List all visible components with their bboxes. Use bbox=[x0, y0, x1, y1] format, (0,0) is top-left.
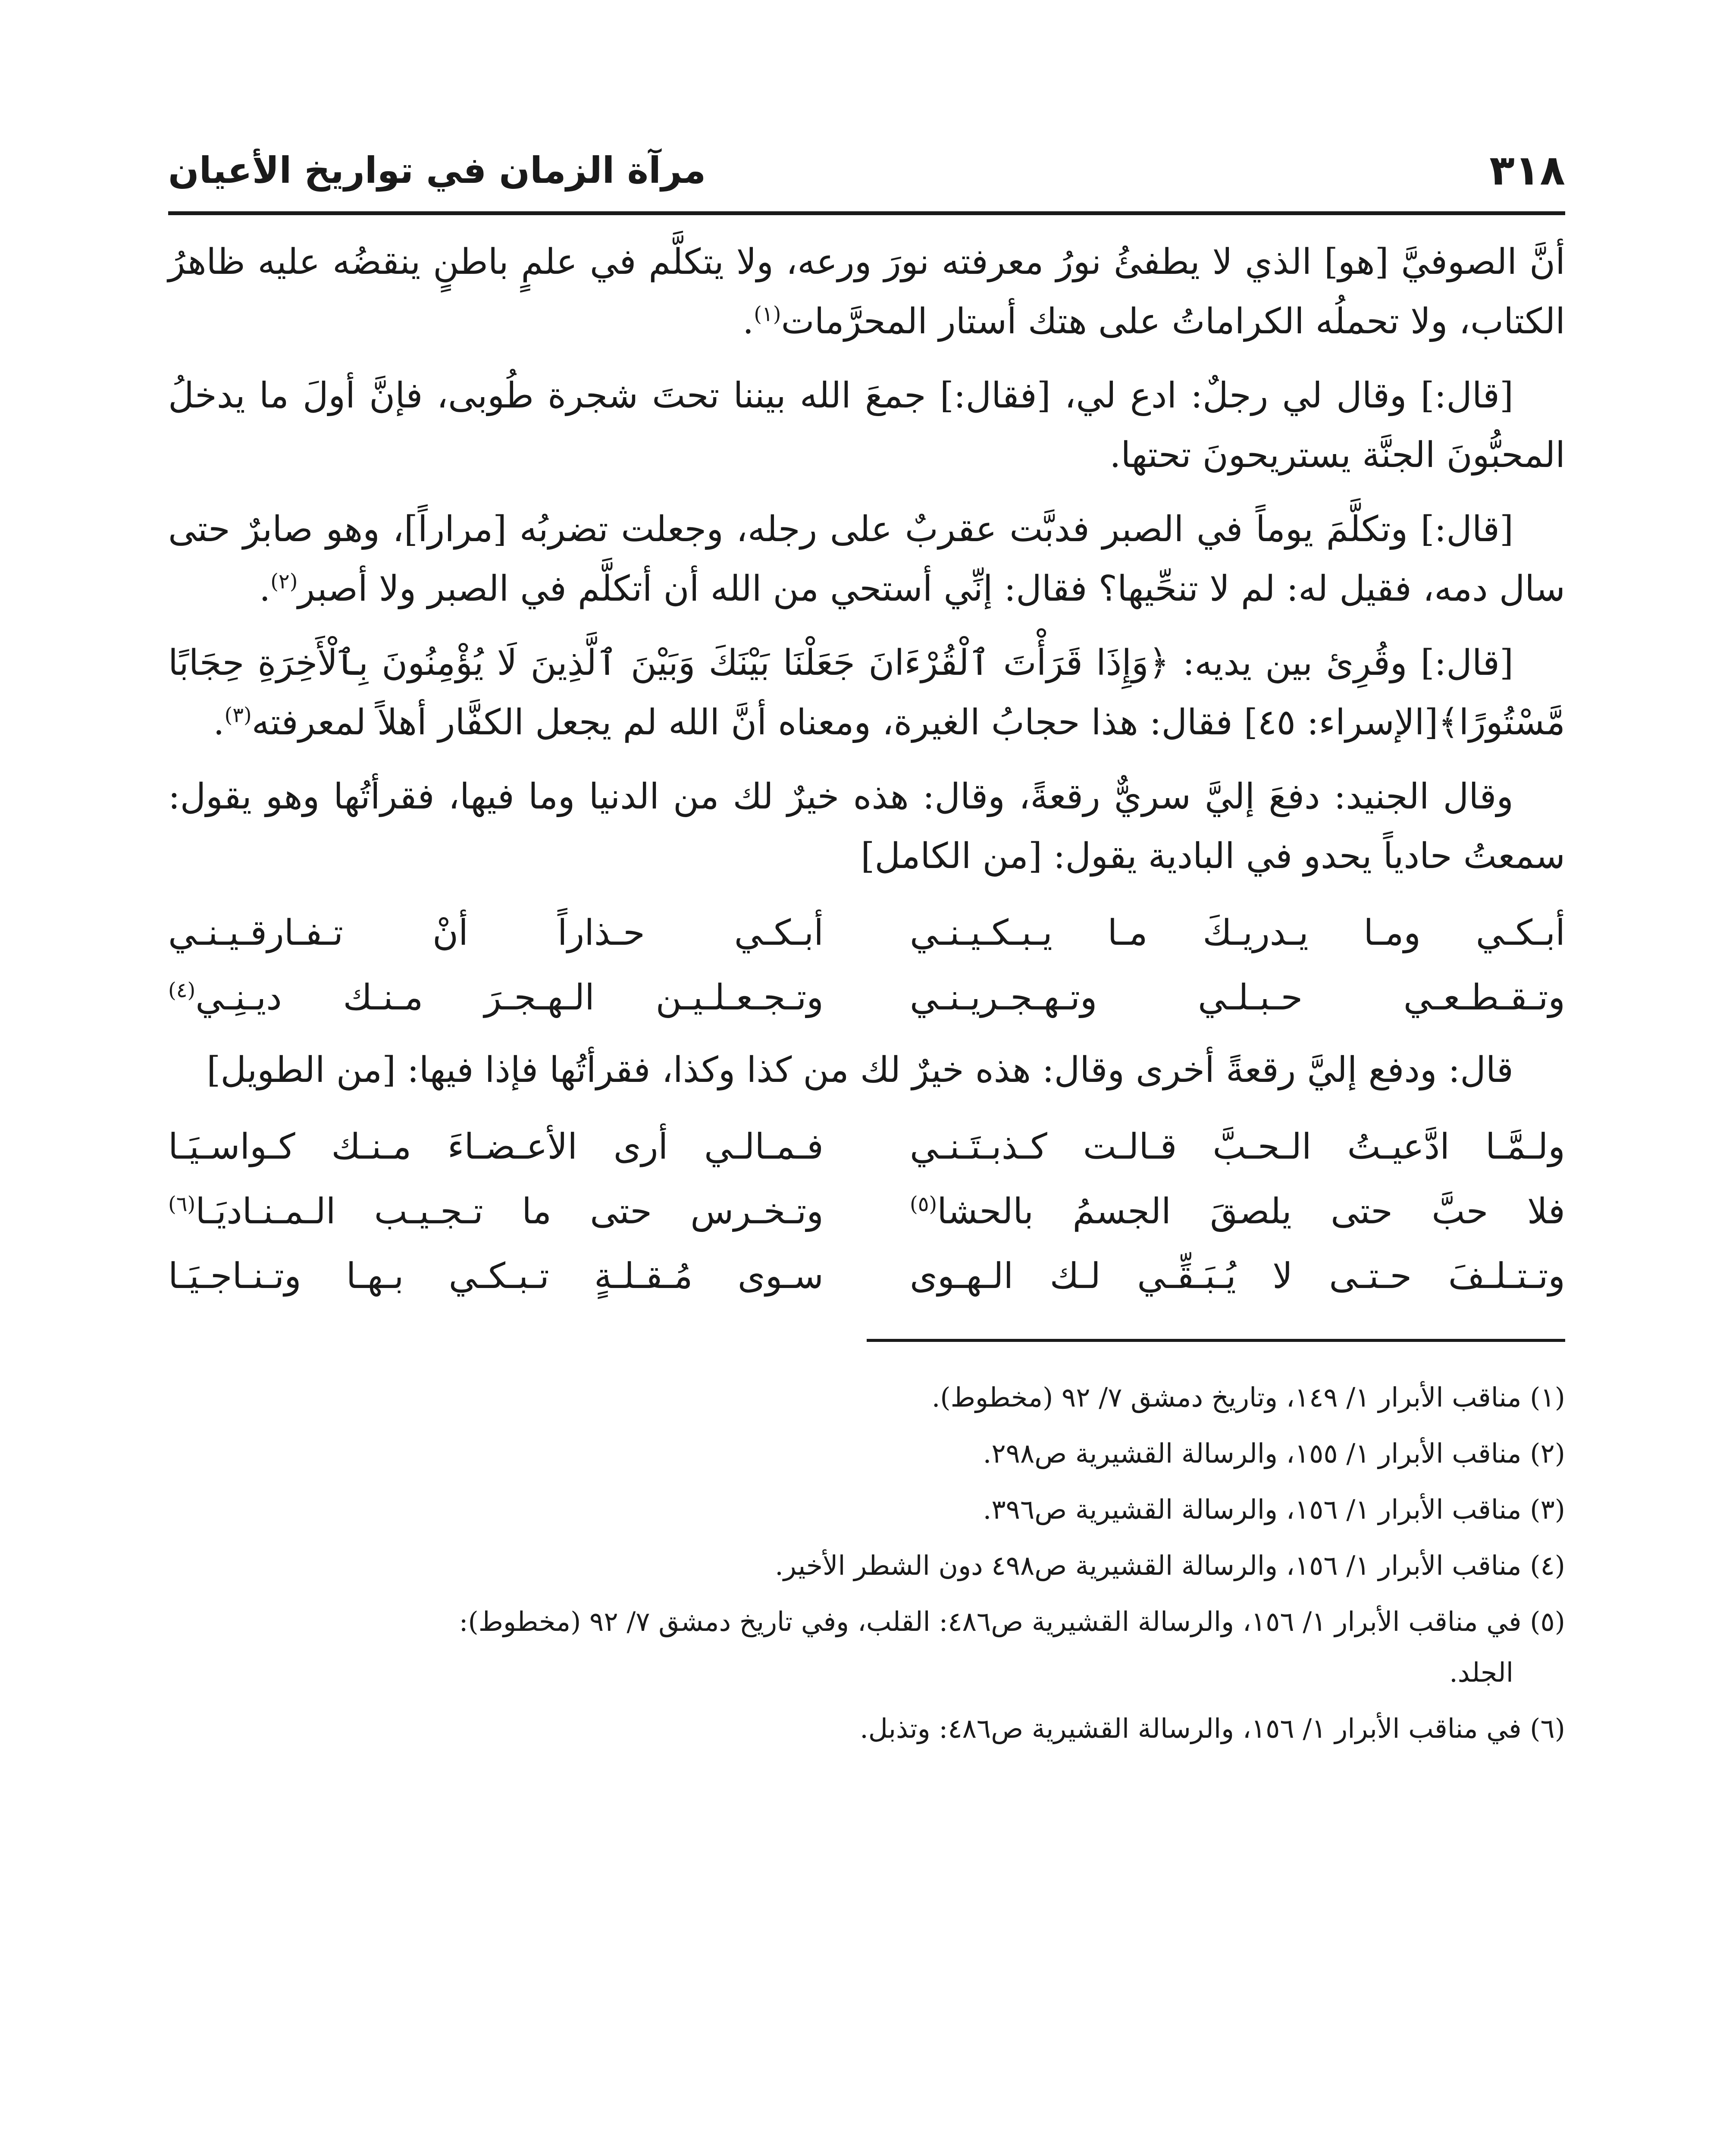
paragraph-tail: . bbox=[742, 301, 754, 342]
paragraph-text: [قال:] وقال لي رجلٌ: ادع لي، [فقال:] جمعَ الله بيننا تحتَ شجرة طُوبى، فإنَّ أولَ ما يدخلُ المحبُّونَ الجنَّة يستريحونَ تحتها. bbox=[168, 375, 1565, 476]
paragraph-text: [قال:] وتكلَّمَ يوماً في الصبر فدبَّت عقربٌ على رجله، وجعلت تضربُه [مراراً]، وهو صابرٌ حتى سال دمه، فقيل له: لم لا تنحِّيها؟ فقال: إنِّي أستحي من الله أن أتكلَّم في الصبر ولا أصبر bbox=[168, 509, 1565, 609]
verse-first-hemistich bbox=[910, 1115, 1565, 1179]
verse-second-hemistich bbox=[168, 965, 824, 1030]
footnote: (١) مناقب الأبرار ١/ ١٤٩، وتاريخ دمشق ٧/ ٩٢ (مخطوط). bbox=[931, 1382, 1565, 1413]
book-page bbox=[168, 129, 1565, 2156]
paragraph-4 bbox=[168, 633, 1565, 752]
verse-first-hemistich: وتـقـطـعـي حـبـلـي وتـهـجـريـنـي bbox=[910, 977, 1565, 1018]
paragraph-tail: . bbox=[213, 702, 225, 743]
verse-second-hemistich bbox=[168, 901, 824, 965]
footnotes bbox=[168, 1372, 1565, 1754]
hemistich-text: أبـكـي حـذاراً أنْ تـفـارقـيـنـي bbox=[168, 912, 824, 953]
hemistich-text: فلا حبَّ حتى يلصقَ الجسمُ بالحشا bbox=[937, 1191, 1565, 1232]
verse-line bbox=[168, 901, 1565, 965]
footnote: (٦) في مناقب الأبرار ١/ ١٥٦، والرسالة القشيرية ص٤٨٦: وتذبل. bbox=[860, 1713, 1565, 1744]
footnote-divider bbox=[867, 1339, 1565, 1342]
page-body bbox=[168, 232, 1565, 1754]
paragraph-tail: . bbox=[259, 568, 271, 609]
verse-first-hemistich: أبـكـي ومـا يـدريـكَ مـا يـبـكـيـنـي bbox=[910, 912, 1565, 953]
footnote-continuation: الجلد. bbox=[1449, 1657, 1513, 1688]
verse-second-hemistich bbox=[168, 1179, 824, 1244]
verse-line bbox=[168, 1115, 1565, 1179]
hemistich-text: فـمـالـي أرى الأعـضـاءَ مـنـك كـواسـيَـا bbox=[168, 1126, 824, 1167]
footnote-marker: (٤) bbox=[168, 978, 196, 1003]
verse-second-hemistich bbox=[168, 1244, 824, 1309]
hemistich-text: وتـخـرس حتى ما تـجـيـب الـمـنـاديَـا bbox=[195, 1191, 824, 1232]
footnote-marker: (١) bbox=[754, 302, 781, 326]
poem-tawil bbox=[168, 1115, 1565, 1309]
paragraph-text: أنَّ الصوفيَّ [هو] الذي لا يطفئُ نورُ معرفته نورَ ورعه، ولا يتكلَّم في علمٍ باطنٍ ينقضُه عليه ظاهرُ الكتاب، ولا تحملُه الكراماتُ على هتك أستار المحرَّمات bbox=[168, 241, 1565, 342]
footnote: (٢) مناقب الأبرار ١/ ١٥٥، والرسالة القشيرية ص٢٩٨. bbox=[983, 1438, 1565, 1469]
footnote-marker: (٢) bbox=[270, 569, 298, 594]
paragraph-intro: [قال:] وقُرِئ بين يديه: bbox=[1169, 642, 1513, 683]
paragraph-text: قال: ودفع إليَّ رقعةً أخرى وقال: هذه خيرٌ لك من كذا وكذا، فقرأتُها فإذا فيها: [من الطويل] bbox=[207, 1050, 1513, 1091]
footnote: (٣) مناقب الأبرار ١/ ١٥٦، والرسالة القشيرية ص٣٩٦. bbox=[983, 1494, 1565, 1525]
poem-kamil bbox=[168, 901, 1565, 1030]
running-title: مرآة الزمان في تواريخ الأعيان bbox=[168, 149, 706, 191]
paragraph-3 bbox=[168, 500, 1565, 619]
quran-verse: ﴿وَإِذَا قَرَأْتَ ٱلْقُرْءَانَ جَعَلْنَا بَيْنَكَ وَبَيْنَ ٱلَّذِينَ لَا يُؤْمِنُونَ بِٱلْأَخِرَةِ حِجَابًا مَّسْتُورًا﴾ bbox=[168, 642, 1565, 743]
verse-first-hemistich bbox=[910, 1244, 1565, 1309]
paragraph-2 bbox=[168, 366, 1565, 485]
verse-line bbox=[168, 965, 1565, 1030]
hemistich-text: وتـجـعـلـيـن الـهـجـرَ مـنـك ديـنِـي bbox=[195, 977, 824, 1018]
footnote bbox=[168, 1596, 1565, 1698]
page-number: ٣١٨ bbox=[1489, 146, 1565, 194]
verse-line bbox=[168, 1244, 1565, 1309]
footnote-marker: (٦) bbox=[168, 1192, 196, 1216]
paragraph-text: وقال الجنيد: دفعَ إليَّ سريٌّ رقعةً، وقال: هذه خيرٌ لك من الدنيا وما فيها، فقرأتُها وهو يقول: سمعتُ حادياً يحدو في البادية يقول: [من الكامل] bbox=[168, 776, 1565, 877]
footnote-text: (٥) في مناقب الأبرار ١/ ١٥٦، والرسالة القشيرية ص٤٨٦: القلب، وفي تاريخ دمشق ٧/ ٩٢ (مخطوط): bbox=[459, 1606, 1565, 1637]
page-header bbox=[168, 129, 1565, 215]
footnote: (٤) مناقب الأبرار ١/ ١٥٦، والرسالة القشيرية ص٤٩٨ دون الشطر الأخير. bbox=[775, 1550, 1565, 1581]
hemistich-text: ولـمَّـا ادَّعيـتُ الـحـبَّ قـالـت كـذبـتَـنـي bbox=[910, 1126, 1565, 1167]
verse-second-hemistich bbox=[168, 1115, 824, 1179]
paragraph-5 bbox=[168, 767, 1565, 886]
verse-first-hemistich bbox=[910, 1179, 1565, 1244]
hemistich-text: وتـتـلـفَ حـتـى لا يُـبَـقِّـي لـك الـهـوى bbox=[910, 1256, 1565, 1297]
footnote-marker: (٣) bbox=[224, 703, 252, 727]
paragraph-6 bbox=[168, 1040, 1565, 1100]
footnote-marker: (٥) bbox=[910, 1192, 937, 1216]
paragraph-1 bbox=[168, 232, 1565, 351]
hemistich-text: سـوى مُـقـلـةٍ تـبـكـي بـهـا وتـنـاجـيَـا bbox=[168, 1256, 824, 1297]
paragraph-text: [الإسراء: ٤٥] فقال: هذا حجابُ الغيرة، ومعناه أنَّ الله لم يجعل الكفَّار أهلاً لمعرفته bbox=[251, 702, 1438, 743]
verse-line bbox=[168, 1179, 1565, 1244]
